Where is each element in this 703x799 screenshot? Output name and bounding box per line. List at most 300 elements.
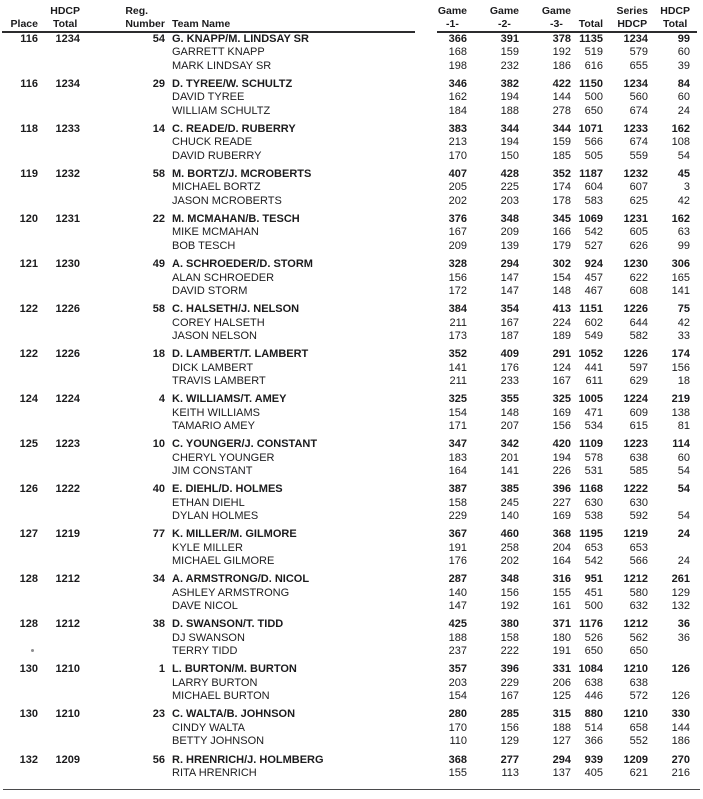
game-3-cell: 396	[552, 483, 571, 496]
player-row	[0, 226, 703, 239]
hdcp-total-cell: 1234	[55, 33, 80, 45]
series-hdcp-cell: 609	[629, 406, 648, 419]
scan-speck	[31, 649, 34, 652]
reg-number-cell	[80, 272, 165, 285]
team-block	[0, 33, 703, 73]
game-1-cell: 383	[448, 123, 467, 136]
game-3-cell: 368	[552, 528, 571, 541]
player-row	[0, 91, 703, 104]
header-place: Place	[10, 18, 38, 30]
hdcp-total-right-cell: 219	[671, 393, 690, 406]
game-1-cell: 407	[448, 168, 467, 181]
reg-number-cell	[80, 317, 165, 330]
team-name-cell: D. LAMBERT/T. LAMBERT	[172, 348, 309, 361]
total-cell: 549	[584, 329, 603, 342]
reg-number-cell	[80, 46, 165, 59]
game-2-cell: 382	[500, 78, 519, 91]
total-cell: 1069	[578, 213, 603, 226]
hdcp-total-right-cell: 36	[677, 618, 690, 631]
game-3-cell: 315	[552, 708, 571, 721]
team-name-cell: E. DIEHL/D. HOLMES	[172, 483, 283, 496]
player-row	[0, 240, 703, 253]
game-3-cell: 325	[552, 393, 571, 406]
page-bottom-rule	[3, 789, 700, 790]
game-3-cell: 316	[552, 573, 571, 586]
player-name-cell: DAVID TYREE	[172, 91, 245, 104]
header-team-name: Team Name	[172, 18, 231, 30]
total-cell: 1005	[578, 393, 603, 406]
game-1-cell: 183	[448, 451, 467, 464]
series-hdcp-cell: 622	[629, 271, 648, 284]
place-cell	[0, 195, 38, 208]
game-2-cell: 344	[500, 123, 519, 136]
player-row	[0, 677, 703, 690]
hdcp-total-cell	[38, 587, 80, 600]
hdcp-total-right-cell: 63	[677, 226, 690, 239]
place-cell	[0, 497, 38, 510]
game-2-cell: 396	[500, 663, 519, 676]
game-1-cell: 168	[448, 46, 467, 59]
player-row	[0, 136, 703, 149]
place-cell: 122	[19, 303, 38, 316]
reg-number-cell: 22	[152, 213, 165, 226]
series-hdcp-cell: 629	[629, 374, 648, 387]
place-cell	[0, 452, 38, 465]
series-hdcp-cell: 653	[629, 541, 648, 554]
place-cell	[0, 420, 38, 433]
series-hdcp-cell: 1234	[623, 33, 648, 45]
player-row	[0, 465, 703, 478]
reg-number-cell	[80, 497, 165, 510]
hdcp-total-cell	[38, 285, 80, 298]
header-rule-right	[437, 31, 697, 33]
series-hdcp-cell: 650	[629, 645, 648, 658]
reg-number-cell	[80, 407, 165, 420]
game-2-cell: 348	[500, 213, 519, 226]
place-cell: 122	[19, 348, 38, 361]
game-1-cell: 191	[448, 541, 467, 554]
game-3-cell: 154	[552, 271, 571, 284]
hdcp-total-right-cell: 186	[671, 735, 690, 748]
total-cell: 467	[584, 284, 603, 297]
total-cell: 500	[584, 91, 603, 104]
game-3-cell: 161	[552, 600, 571, 613]
player-name-cell: ASHLEY ARMSTRONG	[172, 586, 290, 599]
hdcp-total-right-cell: 162	[671, 213, 690, 226]
hdcp-total-cell	[38, 645, 80, 658]
place-cell	[0, 767, 38, 780]
total-cell: 457	[584, 271, 603, 284]
hdcp-total-cell	[38, 497, 80, 510]
reg-number-cell	[80, 240, 165, 253]
game-3-cell: 167	[552, 374, 571, 387]
hdcp-total-cell: 1234	[55, 78, 80, 91]
hdcp-total-cell	[38, 272, 80, 285]
hdcp-total-cell: 1231	[55, 213, 80, 226]
game-2-cell: 245	[500, 496, 519, 509]
hdcp-total-right-cell: 39	[677, 59, 690, 72]
game-3-cell: 166	[552, 226, 571, 239]
total-cell: 1109	[579, 438, 603, 451]
game-3-cell: 186	[552, 59, 571, 72]
hdcp-total-cell: 1232	[55, 168, 80, 181]
game-1-cell: 325	[448, 393, 467, 406]
team-name-cell: G. KNAPP/M. LINDSAY SR	[172, 33, 309, 45]
game-1-cell: 376	[448, 213, 467, 226]
game-2-cell: 147	[500, 284, 519, 297]
game-3-cell: 378	[552, 33, 571, 45]
game-3-cell: 192	[552, 46, 571, 59]
game-2-cell: 258	[500, 541, 519, 554]
game-2-cell: 176	[500, 361, 519, 374]
reg-number-cell	[80, 555, 165, 568]
place-cell	[0, 362, 38, 375]
player-row	[0, 600, 703, 613]
hdcp-total-cell	[38, 60, 80, 73]
player-name-cell: KEITH WILLIAMS	[172, 406, 261, 419]
hdcp-total-cell: 1212	[55, 573, 80, 586]
total-cell: 616	[584, 59, 603, 72]
game-3-cell: 302	[552, 258, 571, 271]
hdcp-total-right-cell: 60	[677, 46, 690, 59]
team-name-cell: L. BURTON/M. BURTON	[172, 663, 297, 676]
place-cell	[0, 181, 38, 194]
game-3-cell: 226	[552, 464, 571, 477]
game-3-cell: 148	[552, 284, 571, 297]
hdcp-total-cell: 1209	[55, 753, 80, 766]
game-3-cell: 179	[552, 239, 571, 252]
hdcp-total-right-cell: 36	[677, 631, 690, 644]
team-row	[0, 573, 703, 586]
hdcp-total-cell: 1230	[55, 258, 80, 271]
hdcp-total-right-cell: 129	[671, 586, 690, 599]
player-name-cell: MICHAEL BURTON	[172, 690, 270, 703]
game-1-cell: 164	[448, 464, 467, 477]
game-1-cell: 202	[448, 194, 467, 207]
game-2-cell: 294	[500, 258, 519, 271]
series-hdcp-cell: 552	[629, 735, 648, 748]
game-1-cell: 280	[448, 708, 467, 721]
game-2-cell: 285	[500, 708, 519, 721]
game-2-cell: 202	[500, 555, 519, 568]
team-block	[0, 393, 703, 433]
game-2-cell: 148	[500, 406, 519, 419]
place-cell	[0, 542, 38, 555]
series-hdcp-cell: 1219	[623, 528, 648, 541]
game-3-cell: 125	[552, 690, 571, 703]
hdcp-total-cell	[38, 136, 80, 149]
reg-number-cell	[80, 330, 165, 343]
series-hdcp-cell: 1233	[623, 123, 648, 136]
total-cell: 924	[584, 258, 603, 271]
team-name-cell: R. HRENRICH/J. HOLMBERG	[172, 753, 324, 766]
player-name-cell: MIKE MCMAHAN	[172, 226, 259, 239]
game-1-cell: 229	[448, 510, 467, 522]
series-hdcp-cell: 1210	[623, 663, 648, 676]
standings-table-body	[0, 33, 703, 780]
hdcp-total-cell	[38, 330, 80, 343]
header-reg-number: Reg. Number	[125, 5, 165, 30]
place-cell	[0, 272, 38, 285]
series-hdcp-cell: 1224	[623, 393, 648, 406]
hdcp-total-right-cell: 132	[671, 600, 690, 613]
team-block	[0, 438, 703, 478]
place-cell	[0, 510, 38, 523]
series-hdcp-cell: 632	[629, 600, 648, 613]
hdcp-total-cell	[38, 452, 80, 465]
game-2-cell: 354	[500, 303, 519, 316]
reg-number-cell	[80, 136, 165, 149]
reg-number-cell	[80, 645, 165, 658]
total-cell: 538	[584, 510, 603, 522]
total-cell: 650	[584, 104, 603, 117]
series-hdcp-cell: 626	[629, 239, 648, 252]
team-name-cell: M. BORTZ/J. MCROBERTS	[172, 168, 312, 181]
game-1-cell: 368	[448, 753, 467, 766]
game-3-cell: 137	[552, 766, 571, 779]
series-hdcp-cell: 579	[629, 46, 648, 59]
game-1-cell: 287	[448, 573, 467, 586]
place-cell: 130	[19, 708, 38, 721]
game-3-cell: 155	[552, 586, 571, 599]
game-2-cell: 277	[500, 753, 519, 766]
game-1-cell: 173	[448, 329, 467, 342]
game-1-cell: 357	[448, 663, 467, 676]
team-row	[0, 754, 703, 767]
game-3-cell: 178	[552, 194, 571, 207]
game-3-cell: 191	[552, 645, 571, 658]
total-cell: 1071	[578, 123, 603, 136]
place-cell	[0, 677, 38, 690]
player-name-cell: DICK LAMBERT	[172, 361, 254, 374]
game-2-cell: 225	[500, 181, 519, 194]
game-2-cell: 194	[500, 91, 519, 104]
place-cell: 118	[20, 123, 38, 136]
game-1-cell: 154	[448, 406, 467, 419]
game-2-cell: 229	[500, 676, 519, 689]
game-1-cell: 188	[448, 631, 467, 644]
hdcp-total-right-cell: 84	[677, 78, 690, 91]
total-cell: 366	[584, 735, 603, 748]
reg-number-cell: 10	[152, 438, 165, 451]
total-cell: 1187	[579, 168, 603, 181]
game-2-cell: 233	[500, 374, 519, 387]
reg-number-cell	[80, 60, 165, 73]
player-name-cell: JASON NELSON	[172, 329, 257, 342]
reg-number-cell: 23	[152, 708, 165, 721]
hdcp-total-right-cell: 156	[671, 361, 690, 374]
header-game-3: Game -3-	[541, 5, 571, 30]
reg-number-cell: 77	[152, 528, 165, 541]
game-2-cell: 156	[500, 586, 519, 599]
game-1-cell: 176	[448, 555, 467, 568]
team-name-cell: D. TYREE/W. SCHULTZ	[172, 78, 293, 91]
game-1-cell: 203	[448, 676, 467, 689]
series-hdcp-cell: 674	[629, 136, 648, 149]
place-cell	[0, 150, 38, 163]
hdcp-total-cell	[38, 600, 80, 613]
series-hdcp-cell: 1230	[623, 258, 648, 271]
team-row	[0, 618, 703, 631]
total-cell: 531	[584, 464, 603, 477]
game-1-cell: 346	[448, 78, 467, 91]
player-row	[0, 542, 703, 555]
game-3-cell: 206	[552, 676, 571, 689]
series-hdcp-cell: 674	[629, 104, 648, 117]
hdcp-total-cell	[38, 240, 80, 253]
place-cell	[0, 690, 38, 703]
hdcp-total-cell	[38, 767, 80, 780]
game-1-cell: 140	[448, 586, 467, 599]
game-2-cell: 167	[500, 690, 519, 703]
total-cell: 630	[584, 496, 603, 509]
hdcp-total-cell	[38, 677, 80, 690]
total-cell: 1176	[579, 618, 603, 631]
game-1-cell: 205	[448, 181, 467, 194]
hdcp-total-cell: 1226	[55, 303, 80, 316]
hdcp-total-cell: 1224	[55, 393, 80, 406]
team-row	[0, 123, 703, 136]
header-game-1: Game -1-	[437, 5, 467, 30]
player-name-cell: BETTY JOHNSON	[172, 735, 265, 748]
place-cell: 128	[19, 618, 38, 631]
hdcp-total-right-cell: 162	[671, 123, 690, 136]
place-cell: 116	[20, 33, 38, 45]
team-row	[0, 483, 703, 496]
player-name-cell: TRAVIS LAMBERT	[172, 374, 266, 387]
series-hdcp-cell: 621	[629, 766, 648, 779]
reg-number-cell: 58	[152, 168, 165, 181]
game-1-cell: 211	[449, 316, 467, 329]
reg-number-cell	[80, 181, 165, 194]
player-row	[0, 375, 703, 388]
game-2-cell: 201	[500, 451, 519, 464]
team-row	[0, 348, 703, 361]
game-2-cell: 391	[500, 33, 519, 45]
player-name-cell: DAVE NICOL	[172, 600, 238, 613]
game-3-cell: 352	[552, 168, 571, 181]
series-hdcp-cell: 1223	[623, 438, 648, 451]
series-hdcp-cell: 566	[629, 555, 648, 568]
place-cell	[0, 375, 38, 388]
total-cell: 514	[584, 721, 603, 734]
game-1-cell: 366	[448, 33, 467, 45]
total-cell: 1150	[579, 78, 603, 91]
hdcp-total-right-cell: 33	[677, 329, 690, 342]
reg-number-cell	[80, 91, 165, 104]
place-cell	[0, 555, 38, 568]
hdcp-total-right-cell: 45	[677, 168, 690, 181]
team-block	[0, 618, 703, 658]
total-cell: 602	[584, 316, 603, 329]
hdcp-total-right-cell	[648, 645, 690, 658]
hdcp-total-right-cell: 18	[677, 374, 690, 387]
game-3-cell: 345	[552, 213, 571, 226]
series-hdcp-cell: 1226	[623, 348, 648, 361]
place-cell	[0, 407, 38, 420]
game-3-cell: 156	[552, 419, 571, 432]
series-hdcp-cell: 644	[629, 316, 648, 329]
series-hdcp-cell: 1234	[623, 78, 648, 91]
team-block	[0, 754, 703, 781]
reg-number-cell: 4	[158, 393, 165, 406]
hdcp-total-cell: 1210	[55, 663, 80, 676]
place-cell: 128	[19, 573, 38, 586]
player-row	[0, 362, 703, 375]
team-row	[0, 528, 703, 541]
game-1-cell: 384	[448, 303, 467, 316]
player-row	[0, 150, 703, 163]
team-block	[0, 708, 703, 748]
game-2-cell: 129	[500, 735, 519, 748]
game-1-cell: 158	[448, 496, 467, 509]
table-header	[0, 0, 703, 31]
player-row	[0, 420, 703, 433]
hdcp-total-right-cell: 126	[671, 663, 690, 676]
game-2-cell: 156	[500, 721, 519, 734]
hdcp-total-cell	[38, 150, 80, 163]
game-3-cell: 413	[552, 303, 571, 316]
team-block	[0, 213, 703, 253]
series-hdcp-cell: 638	[629, 676, 648, 689]
player-name-cell: CHUCK READE	[172, 136, 253, 149]
game-1-cell: 237	[448, 645, 467, 658]
reg-number-cell	[80, 722, 165, 735]
series-hdcp-cell: 582	[629, 329, 648, 342]
total-cell: 451	[584, 586, 603, 599]
hdcp-total-right-cell: 126	[671, 690, 690, 703]
total-cell: 880	[584, 708, 603, 721]
total-cell: 939	[584, 753, 603, 766]
game-2-cell: 460	[500, 528, 519, 541]
series-hdcp-cell: 560	[629, 91, 648, 104]
hdcp-total-cell	[38, 226, 80, 239]
reg-number-cell	[80, 150, 165, 163]
game-1-cell: 211	[449, 374, 467, 387]
player-name-cell: JASON MCROBERTS	[172, 194, 282, 207]
place-cell: 119	[20, 168, 38, 181]
hdcp-total-cell	[38, 690, 80, 703]
game-3-cell: 174	[552, 181, 571, 194]
player-row	[0, 587, 703, 600]
hdcp-total-right-cell: 54	[677, 149, 690, 162]
player-name-cell: MICHAEL BORTZ	[172, 181, 261, 194]
reg-number-cell	[80, 195, 165, 208]
team-row	[0, 78, 703, 91]
player-name-cell: DAVID STORM	[172, 284, 248, 297]
header-game-2: Game -2-	[489, 5, 519, 30]
series-hdcp-cell: 580	[629, 586, 648, 599]
reg-number-cell	[80, 600, 165, 613]
game-1-cell: 367	[448, 528, 467, 541]
game-3-cell: 371	[552, 618, 571, 631]
hdcp-total-cell	[38, 420, 80, 433]
series-hdcp-cell: 1209	[623, 753, 648, 766]
game-3-cell: 144	[552, 91, 571, 104]
place-cell	[0, 105, 38, 118]
player-row	[0, 330, 703, 343]
player-name-cell: COREY HALSETH	[172, 316, 265, 329]
total-cell: 1195	[579, 528, 603, 541]
series-hdcp-cell: 1231	[623, 213, 648, 226]
game-3-cell: 164	[552, 555, 571, 568]
game-1-cell: 387	[448, 483, 467, 496]
series-hdcp-cell: 1232	[623, 168, 648, 181]
team-name-cell: K. WILLIAMS/T. AMEY	[172, 393, 287, 406]
player-row	[0, 497, 703, 510]
game-2-cell: 192	[500, 600, 519, 613]
total-cell: 542	[584, 555, 603, 568]
